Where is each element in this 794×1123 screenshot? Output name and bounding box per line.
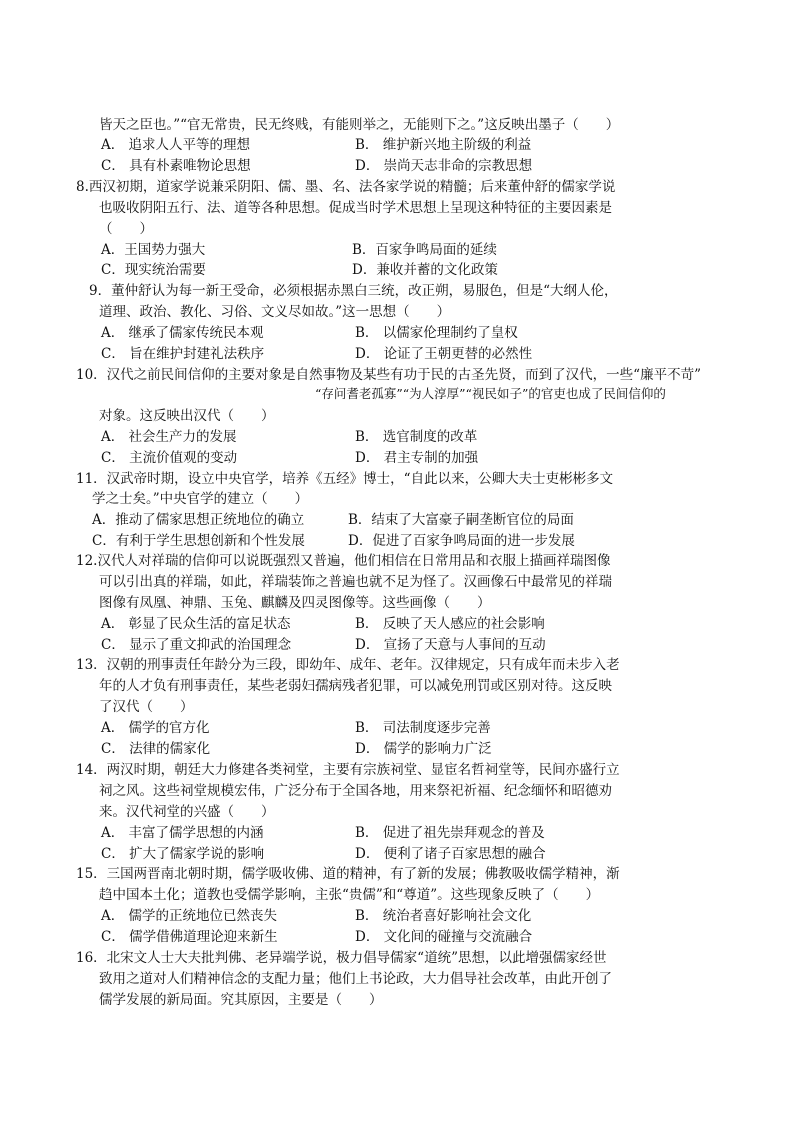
- q15-option-b[interactable]: B． 统治者喜好影响社会文化: [355, 908, 532, 924]
- q15-option-c[interactable]: C． 儒学借佛道理论迎来新生: [101, 929, 278, 945]
- q7-option-d[interactable]: D． 崇尚天志非命的宗教思想: [355, 158, 533, 174]
- q7-stem-tail: 皆天之臣也。”“官无常贵，民无终贱，有能则举之，无能则下之。”这反映出墨子（ ）: [99, 117, 620, 133]
- q14-option-a[interactable]: A． 丰富了儒学思想的内涵: [101, 825, 264, 841]
- q14-stem-line-2: 祠之风。这些祠堂规模宏伟，广泛分布于全国各地，用来祭祀祈福、纪念缅怀和昭德劝: [99, 783, 612, 799]
- q8-stem-line-3: （ ）: [99, 221, 153, 237]
- q14-option-b[interactable]: B． 促进了祖先崇拜观念的普及: [355, 825, 545, 841]
- q8-option-a[interactable]: A．王国势力强大: [101, 242, 206, 258]
- q12-option-d[interactable]: D． 宣扬了天意与人事间的互动: [355, 637, 546, 653]
- q15-option-d[interactable]: D． 文化间的碰撞与交流融合: [355, 929, 533, 945]
- q12-stem-line-1: 12.汉代人对祥瑞的信仰可以说既强烈又普遍，他们相信在日常用品和衣服上描画祥瑞图像: [76, 553, 611, 569]
- q13-stem-line-3: 了汉代（ ）: [99, 699, 194, 715]
- q15-stem-line-1: 15．三国两晋南北朝时期，儒学吸收佛、道的精神，有了新的发展；佛教吸收儒学精神，渐: [76, 866, 620, 882]
- q14-option-c[interactable]: C． 扩大了儒家学说的影响: [101, 846, 265, 862]
- q13-stem-line-2: 年的人才负有刑事责任，某些老弱妇孺病残者犯罪，可以减免刑罚或区别对待。这反映: [99, 678, 612, 694]
- q10-option-b[interactable]: B． 选官制度的改革: [355, 429, 478, 445]
- q10-stem-line-2: “存问耆老孤寡”“为人淳厚”“视民如子”的官吏也成了民间信仰的: [315, 386, 666, 401]
- q10-option-d[interactable]: D． 君主专制的加强: [355, 450, 479, 466]
- q15-stem-line-2: 趋中国本土化；道教也受儒学影响，主张“贵儒”和“尊道”。这些现象反映了（ ）: [99, 887, 600, 903]
- q14-stem-line-1: 14．两汉时期，朝廷大力修建各类祠堂，主要有宗族祠堂、显宦名哲祠堂等，民间亦盛行立: [76, 762, 620, 778]
- q11-option-d[interactable]: D．促进了百家争鸣局面的进一步发展: [348, 533, 575, 549]
- q14-stem-line-3: 来。汉代祠堂的兴盛（ ）: [99, 804, 275, 820]
- q7-option-c[interactable]: C． 具有朴素唯物论思想: [101, 158, 251, 174]
- q13-option-c[interactable]: C． 法律的儒家化: [101, 741, 211, 757]
- q9-option-d[interactable]: D． 论证了王朝更替的必然性: [355, 346, 533, 362]
- q10-option-a[interactable]: A． 社会生产力的发展: [101, 429, 237, 445]
- q14-option-d[interactable]: D． 便利了诸子百家思想的融合: [355, 846, 546, 862]
- q16-stem-line-1: 16．北宋文人士大夫批判佛、老异端学说，极力倡导儒家“道统”思想，以此增强儒家经世: [76, 950, 607, 966]
- q13-option-b[interactable]: B． 司法制度逐步完善: [355, 720, 491, 736]
- q9-option-b[interactable]: B． 以儒家伦理制约了皇权: [355, 325, 518, 341]
- q12-stem-line-3: 图像有凤凰、神鼎、玉兔、麒麟及四灵图像等。这些画像（ ）: [99, 595, 491, 611]
- q9-stem-line-2: 道理、政治、教化、习俗、文义尽如故。”这一思想（ ）: [99, 304, 451, 320]
- q7-option-b[interactable]: B． 维护新兴地主阶级的利益: [355, 137, 532, 153]
- q16-stem-line-2: 致用之道对人们精神信念的支配力量；他们上书论政，大力倡导社会改革，由此开创了: [99, 971, 612, 987]
- q10-option-c[interactable]: C． 主流价值观的变动: [101, 450, 238, 466]
- q15-option-a[interactable]: A． 儒学的正统地位已然丧失: [101, 908, 278, 924]
- q8-stem-line-1: 8.西汉初期，道家学说兼采阴阳、儒、墨、名、法各家学说的精髓；后来董仲舒的儒家学说: [76, 179, 616, 195]
- q11-stem-line-2: 学之士矣。”中央官学的建立（ ）: [92, 491, 309, 507]
- q9-stem-line-1: 9．董仲舒认为每一新王受命，必须根据赤黑白三统，改正朔，易服色，但是“大纲人伦，: [89, 283, 618, 299]
- q9-option-a[interactable]: A． 继承了儒家传统民本观: [101, 325, 264, 341]
- q8-option-c[interactable]: C．现实统治需要: [101, 262, 206, 278]
- q11-option-c[interactable]: C．有利于学生思想创新和个性发展: [92, 533, 305, 549]
- q10-stem-line-3: 对象。这反映出汉代（ ）: [99, 408, 275, 424]
- q9-option-c[interactable]: C． 旨在维护封建礼法秩序: [101, 346, 265, 362]
- q7-option-a[interactable]: A． 追求人人平等的理想: [101, 137, 251, 153]
- q12-stem-line-2: 可以引出真的祥瑞，如此，祥瑞装饰之普遍也就不足为怪了。汉画像石中最常见的祥瑞: [99, 574, 612, 590]
- q12-option-c[interactable]: C． 显示了重文抑武的治国理念: [101, 637, 292, 653]
- q13-stem-line-1: 13．汉朝的刑事责任年龄分为三段，即幼年、成年、老年。汉律规定，只有成年而未步入老: [76, 657, 620, 673]
- q8-option-b[interactable]: B．百家争鸣局面的延续: [352, 242, 497, 258]
- q8-stem-line-2: 也吸收阴阳五行、法、道等各种思想。促成当时学术思想上呈现这种特征的主要因素是: [99, 200, 612, 216]
- q12-option-a[interactable]: A． 彰显了民众生活的富足状态: [101, 616, 291, 632]
- q10-stem-line-1: 10．汉代之前民间信仰的主要对象是自然事物及某些有功于民的古圣先贤，而到了汉代，一些“廉平不苛”: [76, 367, 701, 383]
- q13-option-d[interactable]: D． 儒学的影响力广泛: [355, 741, 492, 757]
- q11-stem-line-1: 11．汉武帝时期，设立中央官学，培养《五经》博士，“自此以来，公卿大夫士吏彬彬多文: [76, 471, 614, 487]
- q12-option-b[interactable]: B． 反映了天人感应的社会影响: [355, 616, 545, 632]
- q13-option-a[interactable]: A． 儒学的官方化: [101, 720, 210, 736]
- q11-option-b[interactable]: B．结束了大富豪子嗣垄断官位的局面: [348, 512, 574, 528]
- q16-stem-line-3: 儒学发展的新局面。究其原因，主要是（ ）: [99, 992, 383, 1008]
- q11-option-a[interactable]: A．推动了儒家思想正统地位的确立: [92, 512, 305, 528]
- q8-option-d[interactable]: D．兼收并蓄的文化政策: [352, 262, 498, 278]
